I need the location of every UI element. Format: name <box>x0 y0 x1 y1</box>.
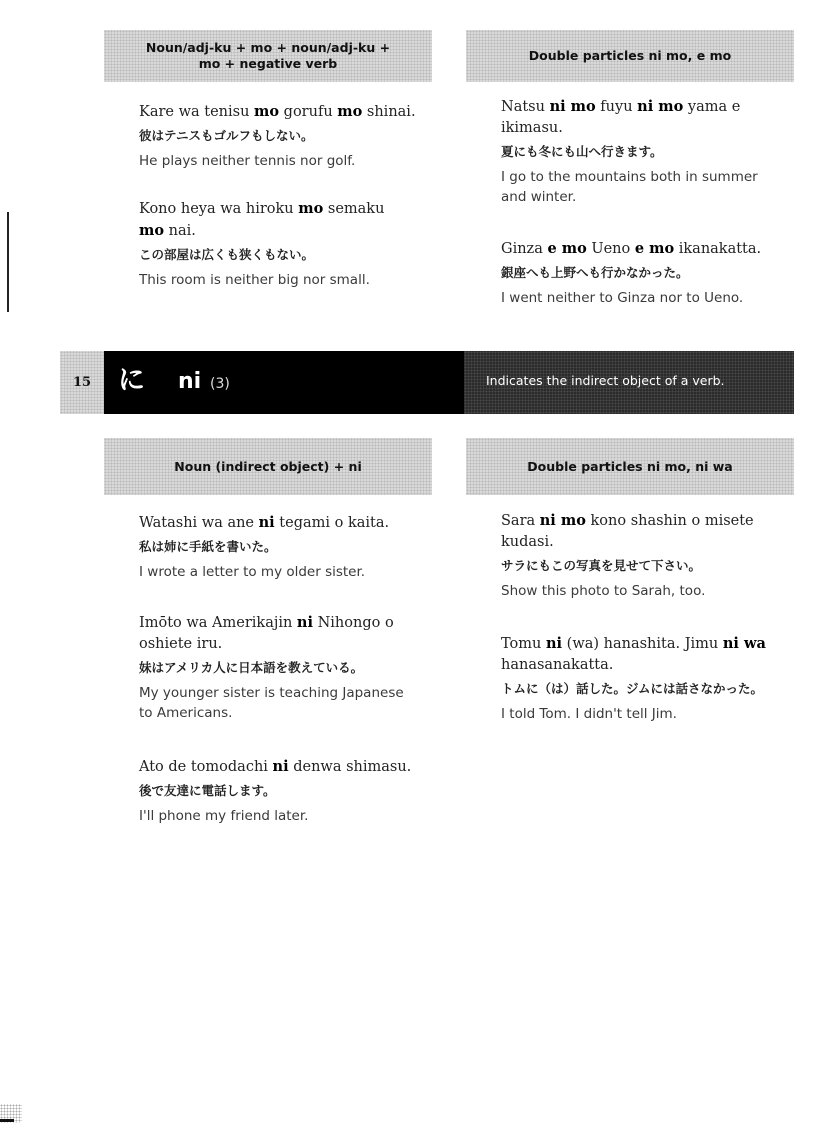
section-header-double-particles-ni-mo-e-mo <box>466 30 794 82</box>
romaji-part: Kare wa tenisu <box>139 104 255 120</box>
section-header-noun-adj-mo <box>104 30 432 82</box>
particle-kana: に <box>118 365 145 396</box>
example-block <box>501 633 791 724</box>
margin-rule <box>7 212 9 312</box>
example-block <box>501 96 781 207</box>
example-block <box>139 198 399 290</box>
particle: ni mo <box>637 98 684 115</box>
romaji-sentence <box>501 633 791 676</box>
particle: ni <box>545 635 563 652</box>
romaji-part: ikanakatta. <box>674 241 762 257</box>
particle: mo <box>254 103 280 120</box>
particle-romaji: ni <box>178 369 202 394</box>
example-block <box>501 510 771 601</box>
header-line: mo + negative verb <box>198 56 338 71</box>
japanese-sentence: 私は姉に手紙を書いた。 <box>139 539 277 554</box>
romaji-part: shinai. <box>362 104 416 120</box>
romaji-sentence <box>139 101 429 123</box>
romaji-part: Tomu <box>501 636 546 652</box>
header-line: Noun (indirect object) + ni <box>174 458 362 474</box>
section-title-bar <box>104 351 464 414</box>
romaji-part: Ginza <box>501 241 548 257</box>
particle: mo <box>337 103 363 120</box>
example-block <box>139 101 429 171</box>
particle: ni <box>296 614 313 631</box>
example-block <box>139 756 429 826</box>
section-description: Indicates the indirect object of a verb. <box>486 373 725 388</box>
romaji-part: Natsu <box>501 99 550 115</box>
romaji-part: (wa) hanashita. Jimu <box>562 636 723 652</box>
romaji-part: yama e ikimasu. <box>501 99 741 136</box>
romaji-sentence <box>501 238 791 260</box>
japanese-sentence: サラにもこの写真を見せて下さい。 <box>501 558 702 573</box>
romaji-part: Imōto wa Amerikajin <box>139 615 297 631</box>
english-translation: This room is neither big nor small. <box>139 272 370 288</box>
particle-sense-number: (3) <box>210 376 230 392</box>
romaji-sentence <box>139 612 409 655</box>
particle: ni mo <box>539 512 586 529</box>
japanese-sentence: 銀座へも上野へも行かなかった。 <box>501 265 689 280</box>
romaji-part: Ueno <box>586 241 635 257</box>
romaji-part: Kono heya wa hiroku <box>139 201 299 217</box>
english-translation: I went neither to Ginza nor to Ueno. <box>501 290 744 306</box>
example-block <box>139 612 409 723</box>
example-block <box>139 512 429 582</box>
romaji-part: Sara <box>501 513 540 529</box>
romaji-part: tegami o kaita. <box>274 515 390 531</box>
romaji-part: denwa shimasu. <box>288 759 412 775</box>
section-number: 15 <box>72 375 92 390</box>
romaji-part: gorufu <box>279 104 338 120</box>
particle: ni <box>258 514 275 531</box>
japanese-sentence: トムに（は）話した。ジムには話さなかった。 <box>501 681 764 696</box>
particle: ni wa <box>722 635 766 652</box>
particle: mo <box>139 222 165 239</box>
japanese-sentence: 後で友達に電話します。 <box>139 783 276 798</box>
section-header-double-particles-ni-mo-ni-wa <box>466 438 794 495</box>
japanese-sentence: この部屋は広くも狭くもない。 <box>139 247 315 262</box>
romaji-sentence <box>139 198 399 242</box>
romaji-part: hanasanakatta. <box>501 657 614 673</box>
romaji-part: Nihongo o oshiete iru. <box>139 615 394 652</box>
particle: e mo <box>547 240 587 257</box>
particle: ni <box>272 758 289 775</box>
english-translation: He plays neither tennis nor golf. <box>139 153 356 169</box>
japanese-sentence: 彼はテニスもゴルフもしない。 <box>139 128 314 143</box>
romaji-part: nai. <box>164 223 196 239</box>
romaji-part: fuyu <box>595 99 638 115</box>
romaji-part: kono shashin o misete kudasi. <box>501 513 754 550</box>
example-block <box>501 238 791 308</box>
header-line: Double particles ni mo, e mo <box>528 48 732 63</box>
english-translation: Show this photo to Sarah, too. <box>501 583 706 599</box>
english-translation: I'll phone my friend later. <box>139 808 309 824</box>
section-description-bar <box>464 351 794 414</box>
english-translation: My younger sister is teaching Japanese to Americans. <box>139 685 404 721</box>
english-translation: I wrote a letter to my older sister. <box>139 564 366 580</box>
particle: mo <box>298 200 324 217</box>
romaji-sentence <box>501 510 771 553</box>
header-line: Noun/adj-ku + mo + noun/adj-ku + <box>145 40 391 55</box>
header-line: Double particles ni mo, ni wa <box>527 458 733 474</box>
particle: ni mo <box>549 98 596 115</box>
romaji-sentence <box>501 96 781 139</box>
romaji-part: semaku <box>323 201 385 217</box>
section-header-indirect-object-ni <box>104 438 432 495</box>
romaji-sentence <box>139 512 429 534</box>
japanese-sentence: 夏にも冬にも山へ行きます。 <box>501 144 663 159</box>
scan-artifact-mark <box>0 1119 14 1122</box>
japanese-sentence: 妹はアメリカ人に日本語を教えている。 <box>139 660 364 675</box>
section-number-tab <box>60 351 104 414</box>
romaji-part: Ato de tomodachi <box>139 759 273 775</box>
romaji-part: Watashi wa ane <box>139 515 259 531</box>
english-translation: I go to the mountains both in summer and winter. <box>501 169 758 205</box>
romaji-sentence <box>139 756 429 778</box>
english-translation: I told Tom. I didn't tell Jim. <box>501 706 677 722</box>
particle: e mo <box>634 240 675 257</box>
